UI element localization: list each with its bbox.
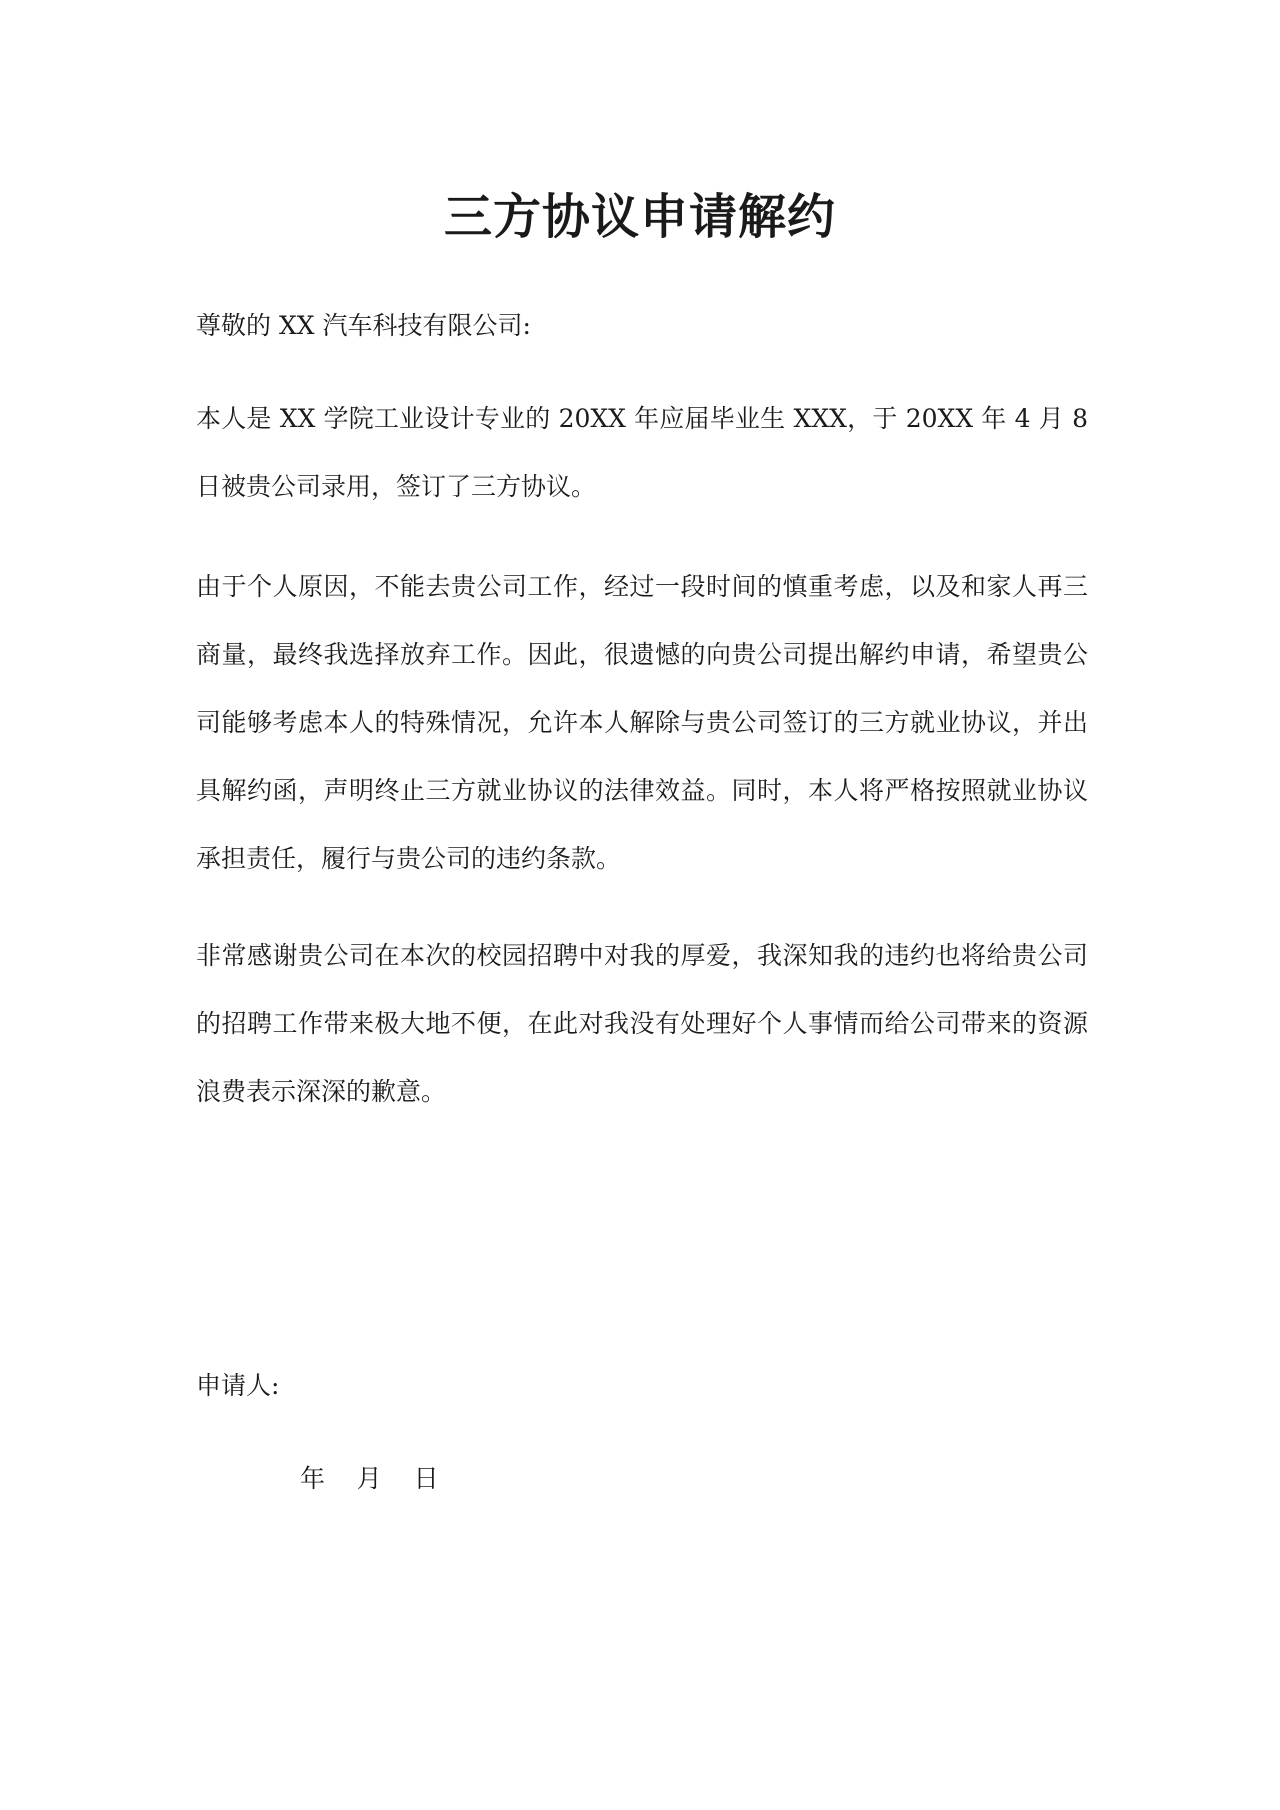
applicant-label: 申请人: xyxy=(196,1371,280,1400)
date-line: 年 月 日 xyxy=(300,1464,439,1493)
salutation: 尊敬的 XX 汽车科技有限公司: xyxy=(196,311,531,340)
document-title: 三方协议申请解约 xyxy=(443,189,836,245)
paragraph-2: 由于个人原因，不能去贵公司工作，经过一段时间的慎重考虑，以及和家人再三商量，最终我选择放弃工作。因此，很遗憾的向贵公司提出解约申请，希望贵公司能够考虑本人的特殊情况，允许本人解除与贵公司签订的三方就业协议，并出具解约函，声明终止三方就业协议的法律效益。同时，本人将严格按照就业协议承担责任，履行与贵公司的违约条款。 xyxy=(196,572,1088,873)
paragraph-1: 本人是 XX 学院工业设计专业的 20XX 年应届毕业生 XXX，于 20XX 年 4 月 8 日被贵公司录用，签订了三方协议。 xyxy=(196,404,1088,501)
paragraph-3: 非常感谢贵公司在本次的校园招聘中对我的厚爱，我深知我的违约也将给贵公司的招聘工作带来极大地不便，在此对我没有处理好个人事情而给公司带来的资源浪费表示深深的歉意。 xyxy=(196,941,1088,1106)
